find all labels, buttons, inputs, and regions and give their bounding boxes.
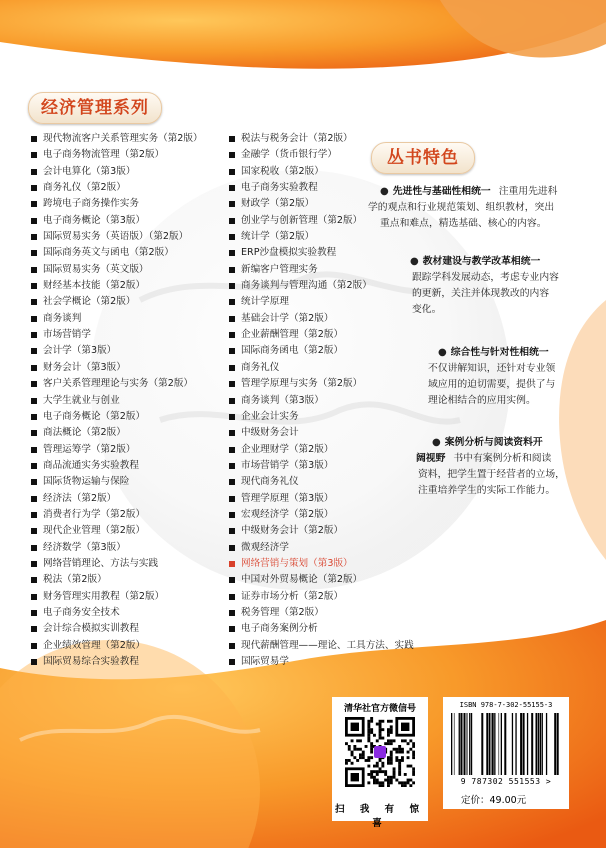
book-list-item [31, 425, 203, 441]
square-bullet-icon [31, 643, 37, 649]
book-title: 财务管理实用教程（第2版） [43, 590, 165, 602]
book-title: 企业理财学（第2版） [241, 443, 334, 455]
square-bullet-icon [229, 626, 235, 632]
square-bullet-icon [229, 283, 235, 289]
book-list-item [31, 572, 203, 588]
book-title: 国际贸易综合实验教程 [43, 656, 139, 667]
feature-3 [428, 345, 600, 409]
square-bullet-icon [31, 218, 37, 224]
book-list-item [229, 376, 414, 392]
book-title: 电子商务物流管理（第2版） [43, 149, 165, 161]
book-list-item [229, 572, 414, 588]
feature-text: 跟踪学科发展动态，考虑专业内容 [412, 272, 559, 283]
book-title: 基础会计学（第2版） [241, 312, 334, 324]
book-title: 电子商务案例分析 [241, 623, 318, 635]
book-title: 会计综合模拟实训教程 [43, 623, 139, 635]
square-bullet-icon [229, 659, 235, 665]
feature-heading: 综合性与针对性相统一 [450, 347, 549, 358]
book-list-item [31, 327, 203, 343]
square-bullet-icon [31, 528, 37, 534]
square-bullet-icon [31, 430, 37, 436]
book-title: 消费者行为学（第2版） [43, 508, 146, 520]
square-bullet-icon [229, 528, 235, 534]
book-list-item [31, 409, 203, 425]
square-bullet-icon [229, 594, 235, 600]
book-title: ERP沙盘模拟实验教程 [241, 247, 337, 259]
book-title: 财经基本技能（第2版） [43, 280, 146, 292]
book-list-item [31, 556, 203, 572]
wechat-caption: 扫 我 有 惊 喜 [335, 804, 425, 829]
book-title: 会计学（第3版） [43, 345, 117, 357]
square-bullet-icon [31, 365, 37, 371]
square-bullet-icon [229, 169, 235, 175]
isbn-text: ISBN 978-7-302-55155-3 [459, 701, 553, 709]
square-bullet-icon [31, 201, 37, 207]
square-bullet-icon [31, 136, 37, 142]
square-bullet-icon [229, 430, 235, 436]
square-bullet-icon [229, 152, 235, 158]
book-title: 微观经济学 [241, 541, 289, 553]
square-bullet-icon [229, 381, 235, 387]
feature-text: 注重培养学生的实际工作能力。 [418, 485, 556, 496]
feature-text: 注重用先进科 [498, 186, 558, 197]
book-title: 国际货物运输与保险 [43, 476, 130, 488]
book-title: 现代薪酬管理——理论、工具方法、实践 [241, 639, 414, 651]
book-list-item [31, 491, 203, 507]
square-bullet-icon [31, 561, 37, 567]
book-list-item [229, 442, 414, 458]
book-list-item [229, 393, 414, 409]
book-title: 商务谈判与管理沟通（第2版） [241, 280, 372, 292]
square-bullet-icon [229, 398, 235, 404]
square-bullet-icon [31, 496, 37, 502]
book-list-item [229, 245, 414, 261]
book-title: 管理学原理（第3版） [241, 492, 334, 504]
square-bullet-icon [31, 545, 37, 551]
book-list-item [31, 262, 203, 278]
square-bullet-icon [229, 512, 235, 518]
book-title: 现代物流客户关系管理实务（第2版） [43, 133, 203, 144]
book-title: 经济数学（第3版） [43, 541, 126, 553]
book-list-item [31, 245, 203, 261]
book-list-item [31, 621, 203, 637]
book-list-item [229, 491, 414, 507]
book-title: 中国对外贸易概论（第2版） [241, 574, 363, 586]
square-bullet-icon [229, 185, 235, 191]
book-list-item [229, 278, 414, 294]
square-bullet-icon [229, 316, 235, 322]
square-bullet-icon [31, 332, 37, 338]
book-list-item [31, 507, 203, 523]
book-list-item [31, 605, 203, 621]
bullet-icon: ● [438, 347, 447, 358]
book-list-item [31, 523, 203, 539]
book-title: 网络营销理论、方法与实践 [43, 557, 159, 569]
book-title: 企业薪酬管理（第2版） [241, 329, 344, 341]
book-list-item [229, 360, 414, 376]
book-title: 社会学概论（第2版） [43, 296, 136, 308]
book-list-item [31, 654, 203, 670]
features-title: 丛书特色 [371, 142, 475, 174]
feature-text: 域应用的迫切需要，提供了与 [428, 379, 556, 390]
book-title: 商务礼仪（第2版） [43, 182, 126, 194]
book-list-item [31, 196, 203, 212]
square-bullet-icon [229, 332, 235, 338]
book-list-item [31, 638, 203, 654]
feature-heading: 先进性与基础性相统一 [392, 186, 491, 197]
book-title: 管理运筹学（第2版） [43, 443, 136, 455]
square-bullet-icon [229, 414, 235, 420]
book-title: 电子商务概论（第3版） [43, 214, 146, 226]
book-list-item [229, 638, 414, 654]
feature-heading-cont: 阔视野 [416, 453, 446, 464]
square-bullet-icon [31, 169, 37, 175]
book-title: 国际贸易学 [241, 656, 289, 667]
square-bullet-icon [31, 185, 37, 191]
book-list-item [31, 343, 203, 359]
square-bullet-icon [31, 479, 37, 485]
book-title: 税务管理（第2版） [241, 606, 324, 618]
book-title: 统计学（第2版） [241, 231, 315, 243]
square-bullet-icon [31, 299, 37, 305]
square-bullet-icon [31, 594, 37, 600]
square-bullet-icon [31, 152, 37, 158]
book-list-item [31, 311, 203, 327]
bullet-icon: ● [410, 256, 419, 267]
square-bullet-icon [31, 659, 37, 665]
feature-heading: 教材建设与教学改革相统一 [422, 256, 541, 267]
book-title: 企业绩效管理（第2版） [43, 639, 146, 651]
square-bullet-icon [31, 381, 37, 387]
book-list-item [229, 556, 414, 572]
square-bullet-icon [229, 577, 235, 583]
square-bullet-icon [229, 463, 235, 469]
book-list-item [31, 229, 203, 245]
book-title: 跨境电子商务操作实务 [43, 198, 139, 210]
feature-text: 书中有案例分析和阅读 [453, 453, 552, 464]
book-list-item [31, 442, 203, 458]
square-bullet-icon [229, 218, 235, 224]
book-title: 国际商务函电（第2版） [241, 345, 344, 357]
book-list-item [31, 278, 203, 294]
square-bullet-icon [31, 250, 37, 256]
square-bullet-icon [229, 561, 235, 567]
square-bullet-icon [31, 447, 37, 453]
book-list-item [229, 523, 414, 539]
square-bullet-icon [229, 136, 235, 142]
qr-code-icon[interactable] [345, 717, 415, 787]
book-list-item [229, 654, 414, 670]
book-title: 统计学原理 [241, 296, 289, 308]
bullet-icon: ● [432, 437, 441, 448]
square-bullet-icon [229, 643, 235, 649]
square-bullet-icon [229, 299, 235, 305]
book-list-item [31, 360, 203, 376]
feature-heading: 案例分析与阅读资料开 [444, 437, 543, 448]
book-title: 财务会计（第3版） [43, 361, 126, 373]
square-bullet-icon [229, 250, 235, 256]
book-title: 管理学原理与实务（第2版） [241, 378, 363, 390]
book-list-item [229, 294, 414, 310]
square-bullet-icon [31, 348, 37, 354]
book-list-item [31, 474, 203, 490]
book-list-item [229, 458, 414, 474]
square-bullet-icon [31, 316, 37, 322]
bullet-icon: ● [380, 186, 389, 197]
square-bullet-icon [31, 577, 37, 583]
book-list-item [31, 147, 203, 163]
book-list-item [229, 621, 414, 637]
square-bullet-icon [31, 234, 37, 240]
book-list-item [229, 327, 414, 343]
feature-text: 重点和难点，精选基础、核心的内容。 [380, 218, 547, 229]
book-title: 市场营销学 [43, 329, 91, 341]
book-list-item [31, 164, 203, 180]
book-title: 创业学与创新管理（第2版） [241, 214, 363, 226]
book-list-item [229, 311, 414, 327]
feature-4 [406, 435, 600, 499]
square-bullet-icon [31, 610, 37, 616]
book-list-item [31, 540, 203, 556]
square-bullet-icon [31, 267, 37, 273]
square-bullet-icon [229, 201, 235, 207]
book-list-left [31, 131, 203, 670]
book-title: 中级财务会计 [241, 427, 299, 439]
book-title: 国际商务英文与函电（第2版） [43, 247, 174, 259]
book-title: 电子商务实验教程 [241, 182, 318, 194]
feature-text: 理论相结合的应用实例。 [428, 395, 536, 406]
square-bullet-icon [31, 398, 37, 404]
book-title: 商务谈判（第3版） [241, 394, 324, 406]
book-title: 商务谈判 [43, 312, 82, 324]
square-bullet-icon [31, 463, 37, 469]
barcode-number: 9 787302 551553 > [460, 777, 552, 786]
book-list-item [31, 376, 203, 392]
square-bullet-icon [31, 414, 37, 420]
wechat-title: 清华社官方微信号 [343, 704, 416, 714]
book-title: 商法概论（第2版） [43, 427, 126, 439]
book-title: 国际贸易实务（英文版） [43, 263, 149, 275]
book-title: 新编客户管理实务 [241, 263, 318, 275]
square-bullet-icon [229, 447, 235, 453]
book-list-item [229, 343, 414, 359]
book-title: 国际贸易实务（英语版）（第2版） [43, 231, 189, 243]
book-title: 证券市场分析（第2版） [241, 590, 344, 602]
square-bullet-icon [31, 512, 37, 518]
book-list-item [31, 180, 203, 196]
book-list-item [229, 507, 414, 523]
book-list-item [31, 213, 203, 229]
book-list-item [31, 294, 203, 310]
book-title: 金融学（货币银行学） [241, 149, 337, 161]
book-title: 市场营销学（第3版） [241, 459, 334, 471]
book-title: 税法（第2版） [43, 574, 107, 586]
wechat-qr-box [332, 697, 428, 829]
barcode-box [443, 697, 569, 809]
book-title: 经济法（第2版） [43, 492, 117, 504]
book-title: 会计电算化（第3版） [43, 165, 136, 177]
book-title: 网络营销与策划（第3版） [241, 557, 353, 569]
book-list-item [229, 540, 414, 556]
price-label: 定价：49.00元 [461, 795, 527, 806]
book-title: 国家税收（第2版） [241, 165, 324, 177]
feature-text: 的更新，关注并体现教改的内容 [412, 288, 550, 299]
square-bullet-icon [229, 610, 235, 616]
book-list-item [31, 393, 203, 409]
feature-text: 学的观点和行业规范策划、组织教材，突出 [368, 202, 555, 213]
square-bullet-icon [229, 496, 235, 502]
book-title: 企业会计实务 [241, 410, 299, 422]
feature-1 [368, 184, 598, 232]
feature-2 [410, 254, 600, 318]
book-list-item [229, 409, 414, 425]
book-title: 税法与税务会计（第2版） [241, 133, 353, 144]
book-title: 宏观经济学（第2版） [241, 508, 334, 520]
book-list-item [229, 605, 414, 621]
book-title: 电子商务概论（第2版） [43, 410, 146, 422]
square-bullet-icon [229, 365, 235, 371]
square-bullet-icon [229, 479, 235, 485]
square-bullet-icon [229, 267, 235, 273]
book-title: 现代商务礼仪 [241, 476, 299, 488]
book-title: 中级财务会计（第2版） [241, 525, 344, 537]
book-title: 财政学（第2版） [241, 198, 315, 210]
book-title: 商品流通实务实验教程 [43, 459, 139, 471]
square-bullet-icon [229, 545, 235, 551]
barcode-icon [451, 713, 561, 775]
square-bullet-icon [229, 234, 235, 240]
square-bullet-icon [229, 348, 235, 354]
square-bullet-icon [31, 283, 37, 289]
book-list-item [229, 589, 414, 605]
book-title: 商务礼仪 [241, 361, 280, 373]
book-list-item [229, 262, 414, 278]
feature-text: 资料，把学生置于经营者的立场， [418, 469, 565, 480]
book-list-item [229, 474, 414, 490]
book-list-item [31, 458, 203, 474]
series-title: 经济管理系列 [28, 92, 162, 124]
book-title: 大学生就业与创业 [43, 394, 120, 406]
book-list-item [229, 425, 414, 441]
square-bullet-icon [31, 626, 37, 632]
book-list-item [31, 589, 203, 605]
feature-text: 不仅讲解知识，还针对专业领 [428, 363, 556, 374]
feature-text: 变化。 [412, 304, 442, 315]
book-title: 现代企业管理（第2版） [43, 525, 146, 537]
book-list-item [31, 131, 203, 147]
book-title: 客户关系管理理论与实务（第2版） [43, 378, 194, 390]
book-title: 电子商务安全技术 [43, 606, 120, 618]
